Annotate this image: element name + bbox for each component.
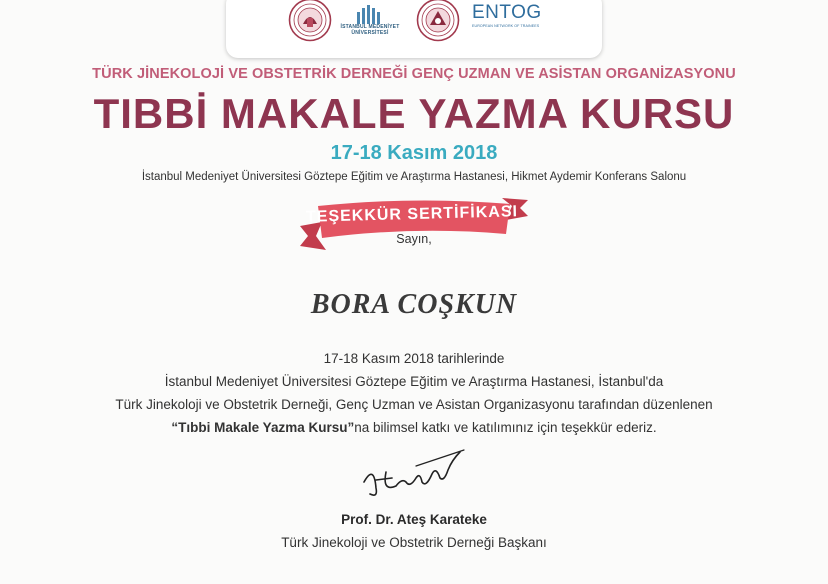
course-date: 17-18 Kasım 2018: [330, 142, 498, 164]
imu-logo: [338, 4, 402, 36]
imu-logo-text: İSTANBUL MEDENİYET ÜNİVERSİTESİ: [340, 24, 400, 36]
university-seal-icon: [416, 0, 460, 42]
entog-logo-text: ENTOG: [472, 2, 542, 23]
body-line: İstanbul Medeniyet Üniversitesi Göztepe Eğitim ve Araştırma Hastanesi, İstanbul'da: [164, 374, 664, 389]
signature-mark: [356, 442, 470, 504]
body-line-4-rest: na bilimsel katkı ve katılımınız için teşekkür ederiz.: [354, 420, 657, 435]
signer-title: Türk Jinekoloji ve Obstetrik Derneği Başkanı: [281, 535, 547, 550]
venue: İstanbul Medeniyet Üniversitesi Göztepe Eğitim ve Araştırma Hastanesi, Hikmet Aydemir Konferans Salonu: [141, 171, 687, 183]
recipient-name: BORA COŞKUN: [310, 289, 518, 320]
salutation: Sayın,: [396, 232, 432, 246]
body-line: 17-18 Kasım 2018 tarihlerinde: [323, 351, 505, 366]
signer-name: Prof. Dr. Ateş Karateke: [341, 512, 487, 527]
logo-bar: [226, 0, 602, 58]
society-seal-icon: [288, 0, 332, 42]
university-building-icon: [354, 4, 386, 24]
course-title: TIBBİ MAKALE YAZMA KURSU: [93, 90, 735, 137]
organization-name: TÜRK JİNEKOLOJİ VE OBSTETRİK DERNEĞİ GENÇ UZMAN VE ASİSTAN ORGANİZASYONU: [92, 66, 736, 82]
entog-logo: [472, 2, 544, 28]
course-name-quote: “Tıbbi Makale Yazma Kursu”: [171, 420, 355, 435]
body-line: Türk Jinekoloji ve Obstetrik Derneği, Genç Uzman ve Asistan Organizasyonu tarafından düzenlenen: [115, 397, 713, 412]
entog-logo-subtitle: EUROPEAN NETWORK OF TRAINEES: [472, 24, 540, 28]
body-line-4: [0, 416, 828, 439]
certificate-body: [0, 347, 828, 439]
certificate-type: TEŞEKKÜR SERTİFİKASI: [305, 203, 519, 226]
